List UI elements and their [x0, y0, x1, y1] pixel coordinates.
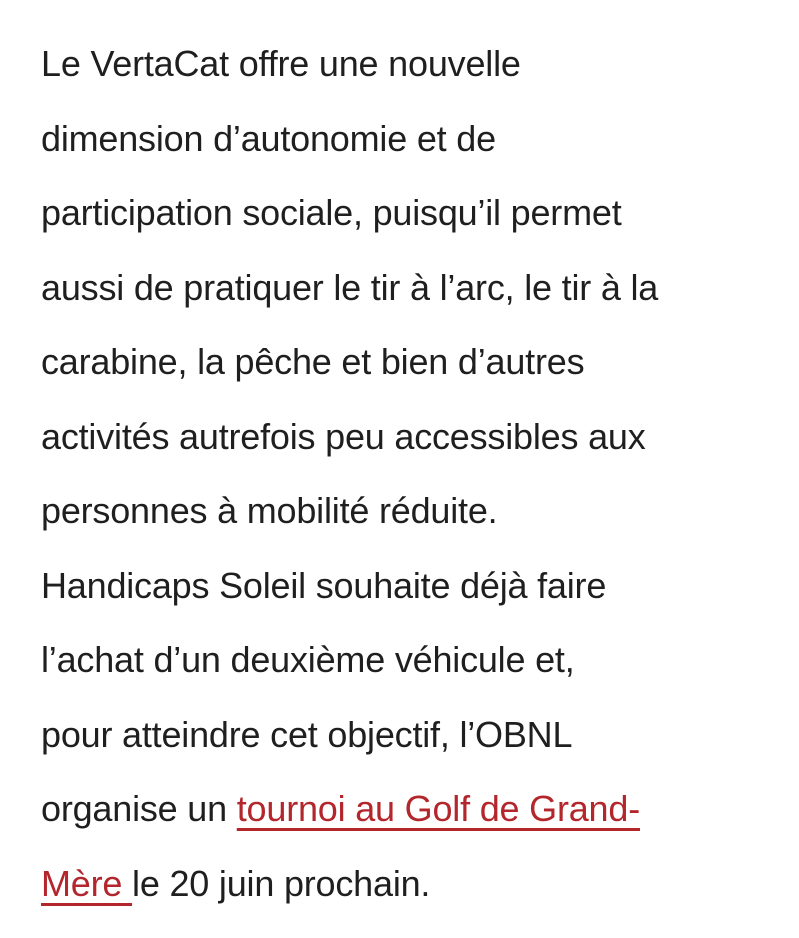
text-line [41, 772, 771, 847]
text-line: personnes à mobilité réduite. [41, 490, 498, 531]
text-line: Le VertaCat offre une nouvelle [41, 43, 521, 84]
text-line [41, 847, 771, 922]
text-line: l’achat d’un deuxième véhicule et, [41, 639, 575, 680]
text-line: participation sociale, puisqu’il permet [41, 192, 622, 233]
golf-tournament-link-continued[interactable]: Mère [41, 862, 133, 904]
golf-tournament-link[interactable]: tournoi au Golf de Grand- [236, 788, 640, 829]
text-line: activités autrefois peu accessibles aux [41, 415, 646, 457]
text-line: pour atteindre cet objectif, l’OBNL [41, 713, 573, 755]
text-line: aussi de pratiquer le tir à l’arc, le tir à la [41, 266, 659, 308]
text-fragment: organise un [41, 788, 237, 829]
text-line: carabine, la pêche et bien d’autres [41, 341, 585, 382]
text-line: dimension d’autonomie et de [41, 117, 496, 159]
text-line: Handicaps Soleil souhaite déjà faire [41, 564, 607, 606]
article-paragraph [41, 27, 771, 921]
text-fragment: le 20 juin prochain. [132, 862, 431, 904]
